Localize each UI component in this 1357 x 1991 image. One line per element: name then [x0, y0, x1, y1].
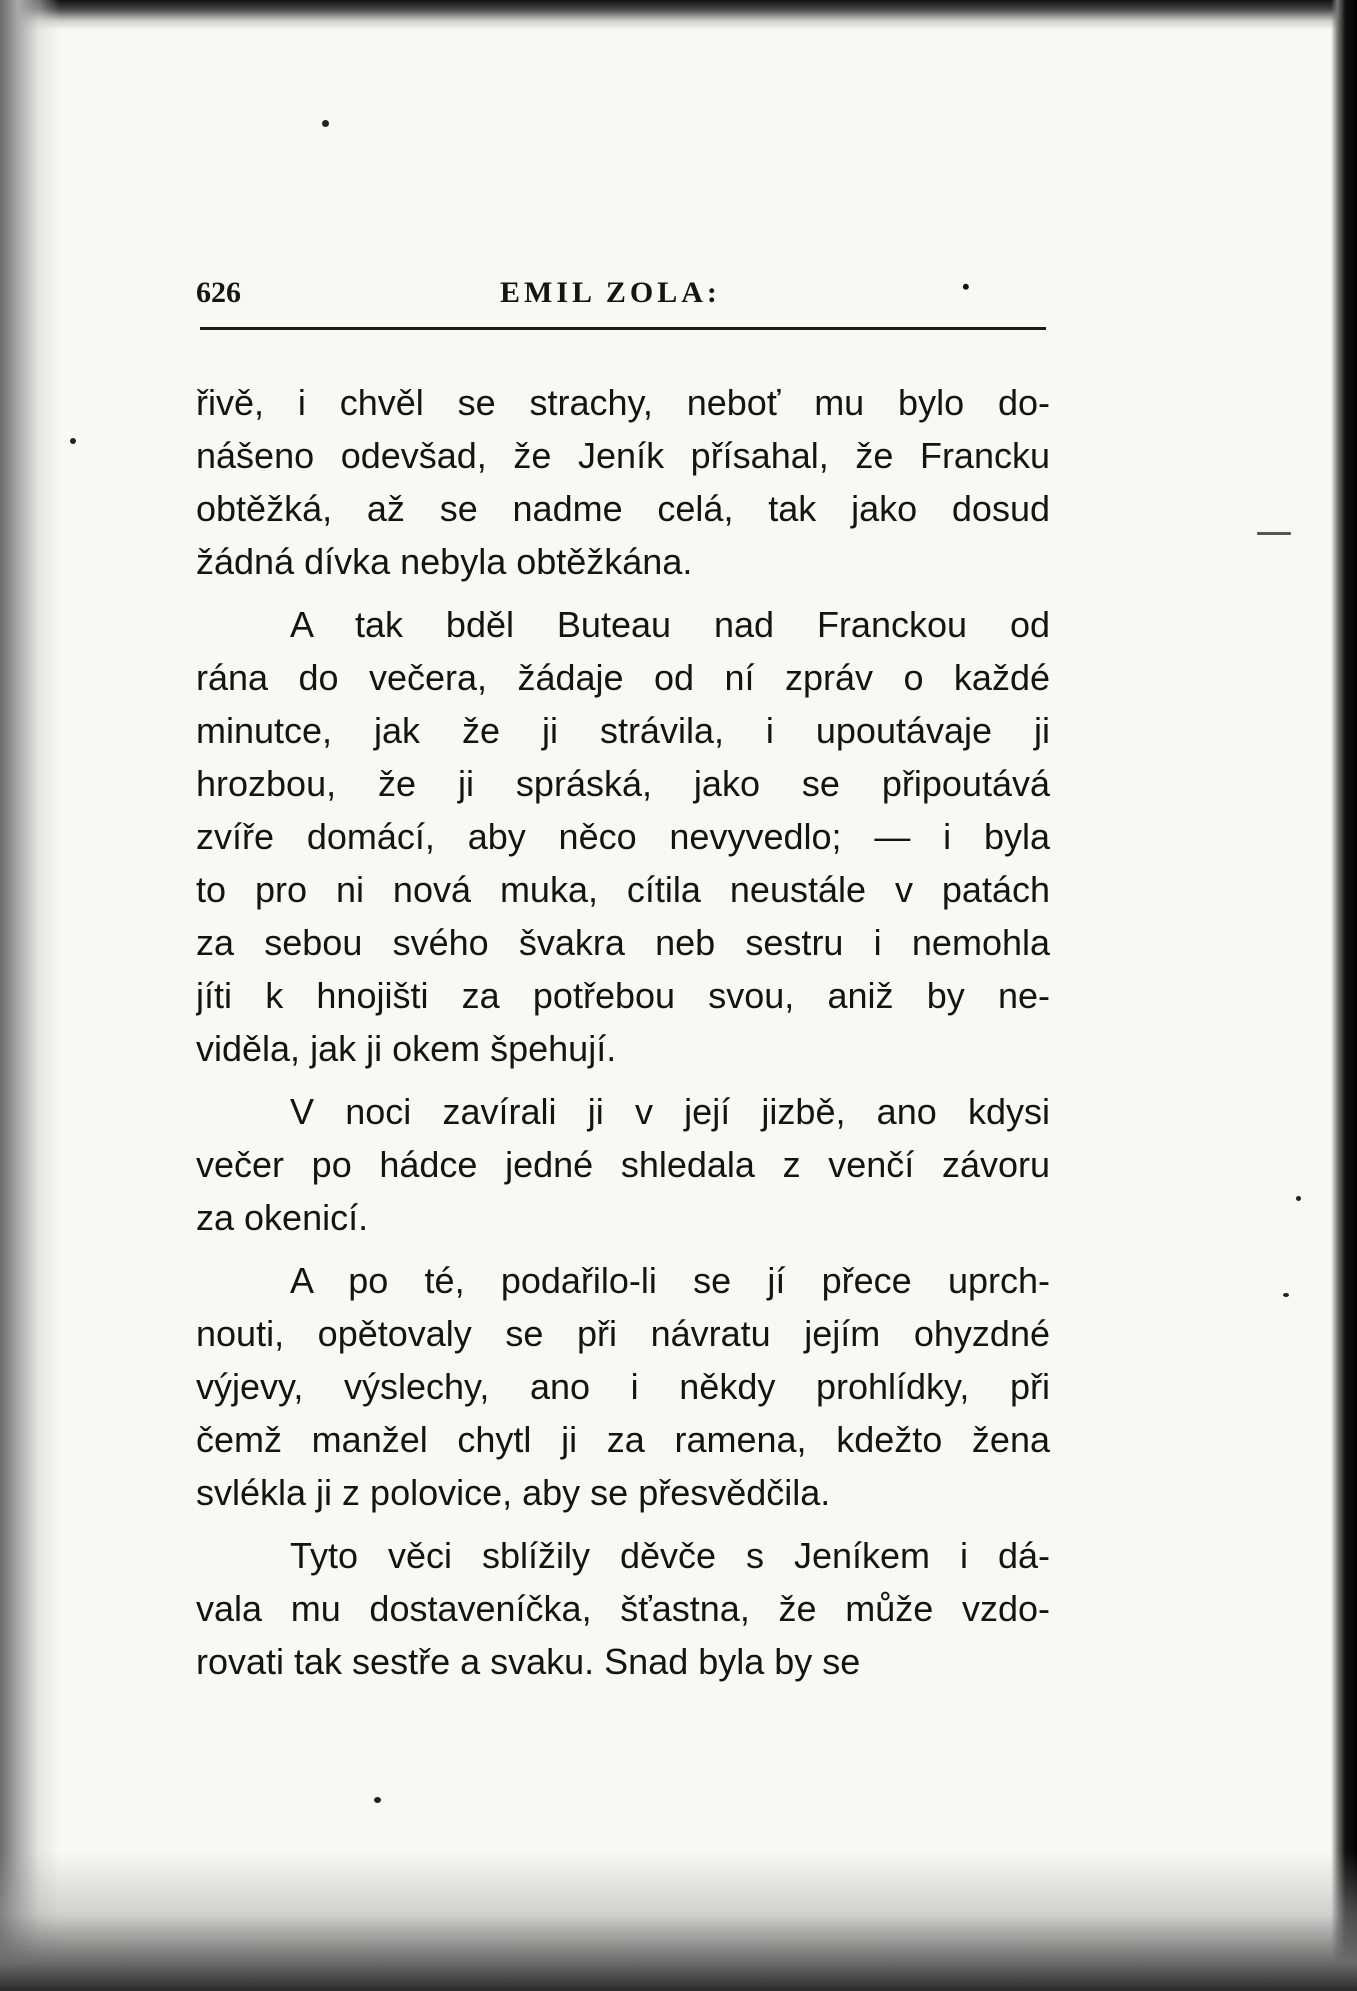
scan-edge-right: [1331, 0, 1357, 1991]
scan-speck: [322, 120, 329, 127]
scan-speck: [70, 438, 76, 444]
paragraph-gap: [196, 1075, 1050, 1085]
paragraph-gap: [196, 1519, 1050, 1529]
scan-edge-left: [0, 0, 60, 1991]
running-head: EMIL ZOLA:: [500, 276, 721, 309]
text-line: viděla, jak ji okem špehují.: [196, 1028, 617, 1069]
text-line: svlékla ji z polovice, aby se přesvědčila.: [196, 1472, 831, 1513]
text-line: za okenicí.: [196, 1197, 369, 1238]
text-line: V noci zavírali ji v její jizbě, ano kdysi: [290, 1091, 1050, 1132]
page-header: [196, 276, 1046, 316]
text-line: hrozbou, že ji spráská, jako se připoutává: [196, 763, 1050, 804]
text-line: A tak bděl Buteau nad Franckou od: [290, 604, 1050, 645]
text-line: řivě, i chvěl se strachy, neboť mu bylo do-: [196, 382, 1050, 423]
scan-speck: [374, 1797, 381, 1803]
text-line: A po té, podařilo-li se jí přece uprch-: [290, 1260, 1050, 1301]
paragraph: [196, 598, 1050, 1075]
scan-speck: [1283, 1293, 1289, 1297]
paragraph: [196, 376, 1050, 588]
scan-edge-bottom: [0, 1851, 1357, 1991]
text-line: nouti, opětovaly se při návratu jejím ohyzdné: [196, 1313, 1050, 1354]
header-mark: •: [962, 274, 970, 299]
paragraph: [196, 1254, 1050, 1519]
paragraph-gap: [196, 1244, 1050, 1254]
text-line: večer po hádce jedné shledala z venčí závoru: [196, 1144, 1050, 1185]
body-text: [196, 376, 1050, 1688]
text-line: čemž manžel chytl ji za ramena, kdežto žena: [196, 1419, 1050, 1460]
text-line: zvíře domácí, aby něco nevyvedlo; — i byla: [196, 816, 1050, 857]
text-line: obtěžká, až se nadme celá, tak jako dosud: [196, 488, 1050, 529]
text-line: nášeno odevšad, že Jeník přísahal, že Francku: [196, 435, 1050, 476]
scan-speck: [1296, 1196, 1301, 1201]
scan-edge-top: [0, 0, 1357, 30]
text-line: žádná dívka nebyla obtěžkána.: [196, 541, 693, 582]
text-line: vala mu dostaveníčka, šťastna, že může vzdo-: [196, 1588, 1050, 1629]
text-line: jíti k hnojišti za potřebou svou, aniž by ne-: [196, 975, 1050, 1016]
text-line: za sebou svého švakra neb sestru i nemohla: [196, 922, 1050, 963]
text-line: minutce, jak že ji strávila, i upoutávaje ji: [196, 710, 1050, 751]
paragraph-gap: [196, 588, 1050, 598]
page-number: 626: [196, 276, 241, 309]
text-line: rána do večera, žádaje od ní zpráv o každé: [196, 657, 1050, 698]
paragraph: [196, 1529, 1050, 1688]
text-line: výjevy, výslechy, ano i někdy prohlídky, při: [196, 1366, 1050, 1407]
paragraph: [196, 1085, 1050, 1244]
text-line: rovati tak sestře a svaku. Snad byla by se: [196, 1641, 861, 1682]
text-line: to pro ni nová muka, cítila neustále v patách: [196, 869, 1050, 910]
scan-speck: [1257, 532, 1291, 535]
text-line: Tyto věci sblížily děvče s Jeníkem i dá-: [290, 1535, 1050, 1576]
header-rule: [200, 327, 1046, 330]
